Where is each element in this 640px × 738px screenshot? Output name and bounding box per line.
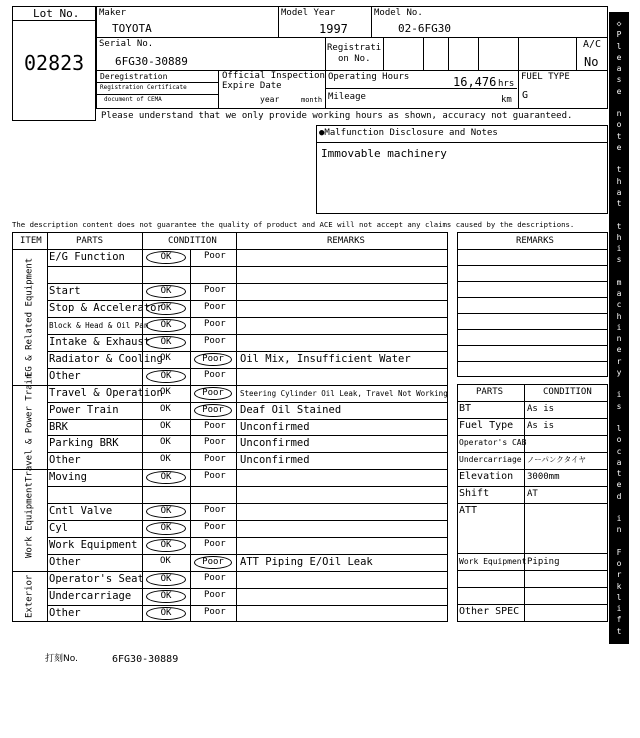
poor-circled: Poor [194,387,232,400]
operating-hours-label: Operating Hours [328,72,410,82]
part-name: Other [49,454,81,466]
remark-text: Unconfirmed [240,454,310,466]
ok-circled: OK [146,319,186,332]
part-name: Block & Head & Oil Pan [49,321,149,330]
poor-option: Poor [204,539,226,549]
working-hours-notice: Please understand that we only provide working hours as shown, accuracy not guaranteed. [101,111,573,121]
ok-option: OK [160,404,171,414]
poor-option: Poor [204,421,226,431]
ok-circled: OK [146,505,186,518]
location-notice-sidebar [609,12,629,737]
document-cema-label: document of CEMA [104,96,162,103]
spec-part: Undercarriage [459,455,522,464]
spec-part: BT [459,403,472,414]
col-parts-header: PARTS [76,236,104,246]
model-no-value: 02-6FG30 [398,22,451,35]
ok-circled: OK [146,285,186,298]
part-name: Moving [49,471,87,483]
poor-option: Poor [204,437,226,447]
disclaimer-text: The description content does not guarantee the quality of product and ACE will not accept any claims caused by the descriptions. [12,220,575,229]
part-name: Other [49,607,81,619]
part-name: Power Train [49,404,119,416]
group-label: Work Equipment [24,482,35,558]
spec-value: 3000mm [527,472,560,482]
spec-part: Fuel Type [459,420,514,431]
part-name: Undercarriage [49,590,132,602]
poor-option: Poor [204,471,226,481]
poor-circled: Poor [194,556,232,569]
ok-circled: OK [146,522,186,535]
remark-text: Deaf Oil Stained [240,404,342,416]
ok-option: OK [160,437,171,447]
hrs-unit: hrs [498,79,515,89]
poor-option: Poor [204,285,226,295]
model-no-label: Model No. [374,8,423,18]
poor-option: Poor [204,336,226,346]
ok-circled: OK [146,471,186,484]
poor-circled: Poor [194,404,232,417]
ok-circled: OK [146,370,186,383]
spec-value: As is [527,404,555,414]
spec-part: Work Equipment [459,557,527,566]
part-name: Parking BRK [49,437,119,449]
remark-text: ATT Piping E/Oil Leak [240,556,373,568]
part-name: Radiator & Cooling [49,353,163,365]
poor-option: Poor [204,505,226,515]
ok-option: OK [160,556,171,566]
part-name: BRK [49,421,68,433]
ok-circled: OK [146,607,186,620]
spec-value: ノーパンクタイヤ [527,455,586,464]
ac-label: A/C [583,39,602,50]
group-label: Exterior [24,574,35,619]
ok-circled: OK [146,336,186,349]
part-name: Cntl Valve [49,505,113,517]
part-name: Start [49,285,81,297]
fuel-type-value: G [522,90,529,101]
col-remarks-header: REMARKS [327,236,365,246]
month-label: month [301,96,323,104]
spec-part: ATT [459,505,478,516]
col-condition-header: CONDITION [168,236,217,246]
remark-text: Unconfirmed [240,437,310,449]
malfunction-body: Immovable machinery [321,147,447,160]
ok-circled: OK [146,573,186,586]
poor-option: Poor [204,251,226,261]
operating-hours-value: 16,476 [453,75,497,89]
part-name: Operator's Seat [49,573,144,585]
remark-text: Steering Cylinder Oil Leak, Travel Not Working [240,389,448,398]
spec-part: Other SPEC [459,606,520,617]
model-year-value: 1997 [319,22,348,36]
poor-option: Poor [204,522,226,532]
maker-value: TOYOTA [112,22,152,35]
deregistration-label: Deregistration [100,72,168,81]
poor-option: Poor [204,454,226,464]
part-name: Travel & Operation [49,387,163,399]
poor-option: Poor [204,370,226,380]
ac-value: No [584,55,599,69]
poor-option: Poor [204,590,226,600]
spec-value: AT [527,489,538,499]
ok-circled: OK [146,251,186,264]
ok-option: OK [160,421,171,431]
model-year-label: Model Year [281,8,336,18]
poor-circled: Poor [194,353,232,366]
stamp-no-label: 打刻No. [45,654,78,664]
ok-option: OK [160,387,171,397]
part-name: Cyl [49,522,68,534]
ok-circled: OK [146,590,186,603]
registration-certificate-label: Registration Certificate [100,84,187,91]
spec-col-parts: PARTS [476,387,504,397]
part-name: Other [49,556,81,568]
remark-text: Unconfirmed [240,421,310,433]
location-notice-text: ◇ P l e a s e n o t e t h a t t h i s m a c h i n e r y i s l o c a t e d i n F o r k l i f t P a r k i n g ◇ [616,19,622,737]
maker-label: Maker [99,8,127,18]
registration-label-2: on No. [338,54,371,64]
ok-option: OK [160,353,171,363]
spec-part: Shift [459,488,490,499]
remark-text: Oil Mix, Insufficient Water [240,353,411,365]
part-name: Other [49,370,81,382]
inspection-label-2: Expire Date [222,81,282,91]
part-name: Intake & Exhaust [49,336,151,348]
group-label: Travel & Power Train [24,373,35,482]
poor-option: Poor [204,607,226,617]
poor-option: Poor [204,302,226,312]
col-item-header: ITEM [20,236,42,246]
part-name: Stop & Accelerator [49,302,163,314]
part-name: E/G Function [49,251,125,263]
part-name: Work Equipment [49,539,138,551]
stamp-no-value: 6FG30-30889 [112,654,179,665]
spec-part: Operator's CAB [459,438,527,447]
spec-col-condition: CONDITION [543,387,592,397]
registration-label-1: Registrati [327,43,382,53]
group-label: EG & Related Equipment [24,257,35,377]
poor-option: Poor [204,319,226,329]
right-remarks-header: REMARKS [516,236,554,246]
malfunction-box [316,125,608,214]
spec-value: Piping [527,557,560,567]
lot-label: Lot No. [33,7,80,20]
malfunction-title: ●Malfunction Disclosure and Notes [319,128,498,138]
ok-circled: OK [146,302,186,315]
spec-part: Elevation [459,471,514,482]
year-label: year [260,95,280,104]
spec-value: As is [527,421,555,431]
inspection-label-1: Official Inspection [222,71,325,81]
lot-number: 02823 [24,51,85,75]
ok-circled: OK [146,539,186,552]
fuel-type-label: FUEL TYPE [521,72,570,82]
poor-option: Poor [204,573,226,583]
mileage-label: Mileage [328,92,366,102]
ok-option: OK [160,454,171,464]
serial-label: Serial No. [99,39,154,49]
km-unit: km [501,95,512,105]
serial-value: 6FG30-30889 [115,55,188,68]
